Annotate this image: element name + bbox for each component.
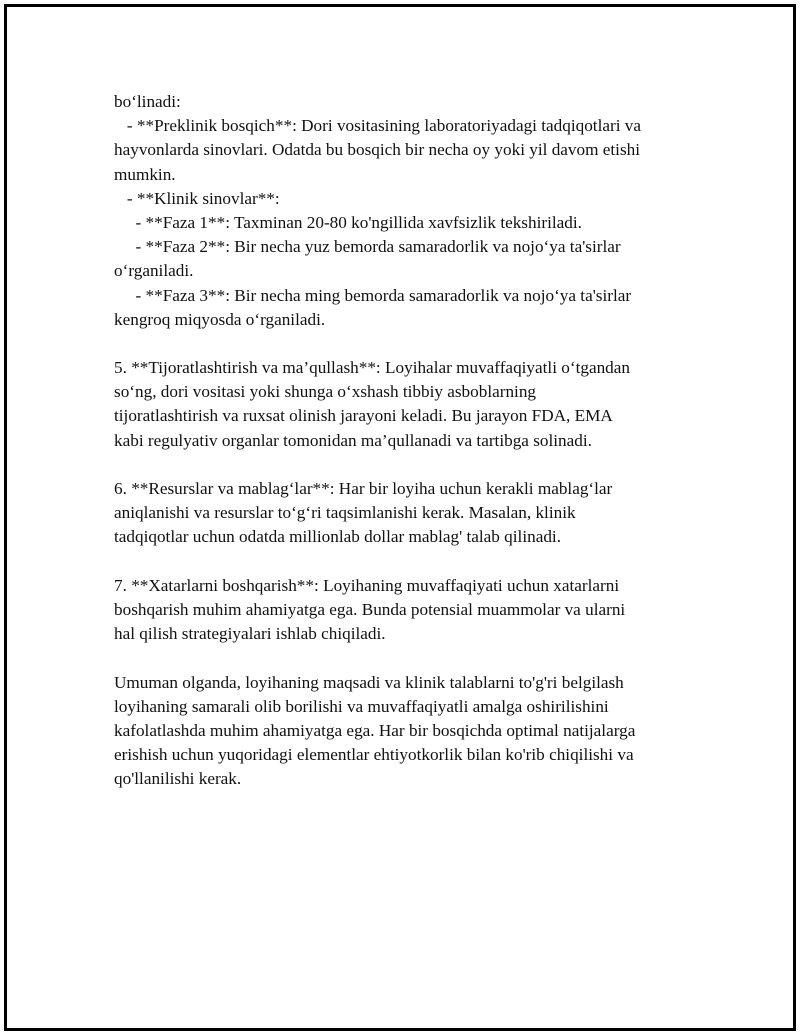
text-line: kabi regulyativ organlar tomonidan ma’qullanadi va tartibga solinadi. xyxy=(114,430,592,450)
text-line: 6. **Resurslar va mablag‘lar**: Har bir loyiha uchun kerakli mablag‘lar xyxy=(114,479,613,498)
text-line: so‘ng, dori vositasi yoki shunga o‘xshash tibbiy asboblarning xyxy=(114,382,537,402)
text-line: o‘rganiladi. xyxy=(114,261,194,281)
text-line: Umuman olganda, loyihaning maqsadi va klinik talablarni to'g'ri belgilash xyxy=(114,672,624,692)
text-line: tadqiqotlar uchun odatda millionlab dollar mablag' talab qilinadi. xyxy=(114,527,561,547)
text-line: - **Faza 3**: Bir necha ming bemorda samaradorlik va nojo‘ya ta'sirlar xyxy=(114,285,632,305)
text-line: boshqarish muhim ahamiyatga ega. Bunda potensial muammolar va ularni xyxy=(114,599,626,619)
text-line: loyihaning samarali olib borilishi va muvaffaqiyatli amalga oshirilishini xyxy=(114,696,609,716)
text-line: tijoratlashtirish va ruxsat olinish jarayoni keladi. Bu jarayon FDA, EMA xyxy=(114,406,613,426)
text-line: hal qilish strategiyalari ishlab chiqiladi. xyxy=(114,624,386,644)
text-line: qo'llanilishi kerak. xyxy=(114,769,242,789)
text-line: mumkin. xyxy=(114,164,176,184)
text-line: 7. **Xatarlarni boshqarish**: Loyihaning muvaffaqiyati uchun xatarlarni xyxy=(114,575,620,595)
paragraph-gap xyxy=(114,453,694,477)
text-line: erishish uchun yuqoridagi elementlar ehtiyotkorlik bilan ko'rib chiqilishi va xyxy=(114,745,634,765)
text-line: kafolatlashda muhim ahamiyatga ega. Har bir bosqichda optimal natijalarga xyxy=(114,720,636,740)
text-line: kengroq miqyosda o‘rganiladi. xyxy=(114,309,326,329)
text-line: - **Preklinik bosqich**: Dori vositasining laboratoriyadagi tadqiqotlari va xyxy=(114,116,641,136)
text-line: 5. **Tijoratlashtirish va ma’qullash**: Loyihalar muvaffaqiyatli o‘tgandan xyxy=(114,358,631,378)
paragraph-gap xyxy=(114,646,694,670)
text-line: - **Klinik sinovlar**: xyxy=(114,188,280,208)
document-body xyxy=(114,90,694,791)
text-line: bo‘linadi: xyxy=(114,92,181,111)
paragraph-gap xyxy=(114,332,694,356)
text-line: - **Faza 2**: Bir necha yuz bemorda samaradorlik va nojo‘ya ta'sirlar xyxy=(114,237,621,257)
paragraph-gap xyxy=(114,550,694,574)
text-line: aniqlanishi va resurslar to‘g‘ri taqsimlanishi kerak. Masalan, klinik xyxy=(114,503,576,523)
text-line: hayvonlarda sinovlari. Odatda bu bosqich bir necha oy yoki yil davom etishi xyxy=(114,140,641,160)
text-line: - **Faza 1**: Taxminan 20-80 ko'ngillida xavfsizlik tekshiriladi. xyxy=(114,212,582,232)
